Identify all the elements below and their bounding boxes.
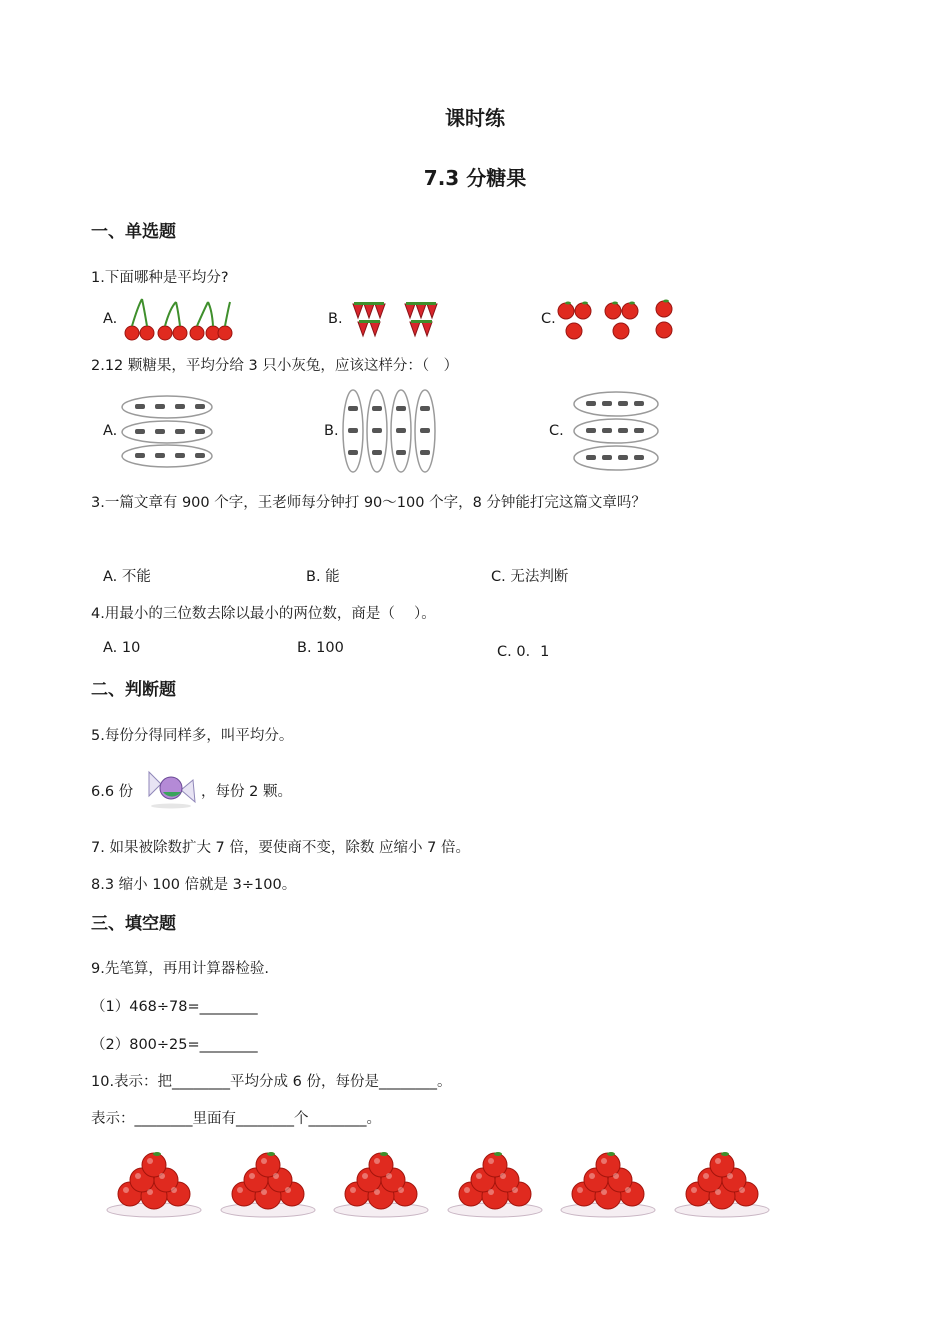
question-9-part-1: （1）468÷78=________ bbox=[91, 999, 258, 1015]
apple-plate-icon bbox=[558, 1150, 658, 1220]
lesson-title: 7.3 分糖果 bbox=[423, 166, 527, 190]
q3-option-a: A. 不能 bbox=[103, 569, 151, 585]
candy-groups-columns-icon bbox=[341, 388, 439, 474]
q1-option-b-label: B. bbox=[328, 311, 343, 327]
q3-option-c: C. 无法判断 bbox=[491, 569, 569, 585]
candy-icon bbox=[143, 766, 199, 810]
candy-groups-three-icon bbox=[572, 390, 662, 474]
question-1: 1.下面哪种是平均分? bbox=[91, 270, 229, 286]
q2-option-c-label: C. bbox=[549, 423, 564, 439]
question-9-part-2: （2）800÷25=________ bbox=[91, 1037, 258, 1053]
q4-option-b: B. 100 bbox=[297, 640, 344, 656]
q1-option-c-label: C. bbox=[541, 311, 556, 327]
question-6-prefix: 6.6 份 bbox=[91, 784, 134, 800]
apple-plate-icon bbox=[218, 1150, 318, 1220]
q1-option-a-label: A. bbox=[103, 311, 118, 327]
apple-icon bbox=[556, 298, 681, 344]
q2-option-b-label: B. bbox=[324, 423, 339, 439]
cherry-icon bbox=[120, 296, 240, 344]
section-true-false: 二、判断题 bbox=[91, 680, 176, 700]
apple-plate-icon bbox=[104, 1150, 204, 1220]
q3-option-b: B. 能 bbox=[306, 569, 340, 585]
section-fill-blank: 三、填空题 bbox=[91, 914, 176, 934]
q4-option-c: C. 0．1 bbox=[497, 644, 550, 660]
apple-plate-icon bbox=[331, 1150, 431, 1220]
strawberry-icon bbox=[350, 300, 445, 340]
q2-option-a-label: A. bbox=[103, 423, 118, 439]
question-7: 7. 如果被除数扩大 7 倍，要使商不变，除数 应缩小 7 倍。 bbox=[91, 840, 470, 856]
section-single-choice: 一、单选题 bbox=[91, 222, 176, 242]
question-6-suffix: ，每份 2 颗。 bbox=[201, 784, 292, 800]
page-title: 课时练 bbox=[445, 106, 505, 130]
apple-plate-icon bbox=[672, 1150, 772, 1220]
question-5: 5.每份分得同样多，叫平均分。 bbox=[91, 728, 294, 744]
question-2: 2.12 颗糖果，平均分给 3 只小灰兔，应该这样分：（ ） bbox=[91, 358, 459, 374]
question-10-line-1: 10.表示：把________平均分成 6 份，每份是________。 bbox=[91, 1074, 452, 1090]
question-8: 8.3 缩小 100 倍就是 3÷100。 bbox=[91, 877, 297, 893]
question-4: 4.用最小的三位数去除以最小的两位数，商是（ ）。 bbox=[91, 606, 436, 622]
question-9: 9.先笔算，再用计算器检验. bbox=[91, 961, 269, 977]
apple-plate-icon bbox=[445, 1150, 545, 1220]
q4-option-a: A. 10 bbox=[103, 640, 141, 656]
candy-groups-rows-icon bbox=[120, 392, 220, 472]
question-3: 3.一篇文章有 900 个字，王老师每分钟打 90～100 个字，8 分钟能打完这篇文章吗？ bbox=[91, 495, 646, 511]
question-10-line-2: 表示：________里面有________个________。 bbox=[91, 1111, 381, 1127]
